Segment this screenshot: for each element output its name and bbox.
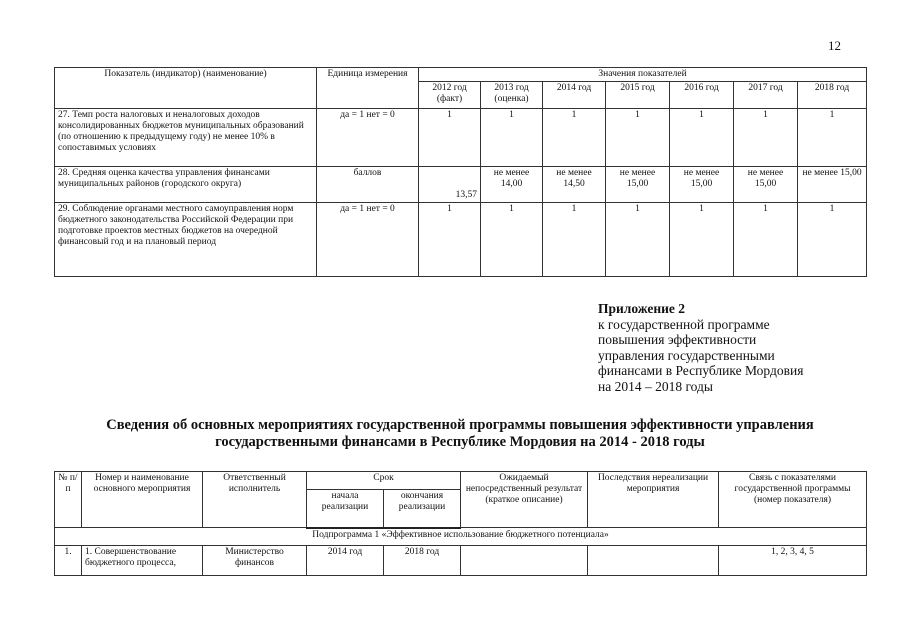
measure-link: 1, 2, 3, 4, 5	[719, 546, 867, 576]
measure-expected	[461, 546, 588, 576]
measure-name: 1. Совершенствование бюджетного процесса,	[82, 546, 203, 576]
header-term: Срок	[307, 472, 461, 490]
appendix-block	[598, 301, 878, 394]
header-term-end: окончания реализации	[384, 490, 461, 528]
subprogram-row: Подпрограмма 1 «Эффективное использование бюджетного потенциала»	[55, 528, 867, 546]
header-year-2012: 2012 год (факт)	[419, 82, 481, 109]
header-responsible: Ответственный исполнитель	[203, 472, 307, 528]
value-cell: не менее 14,50	[543, 167, 606, 203]
appendix-line: на 2014 – 2018 годы	[598, 378, 713, 394]
header-year-2015: 2015 год	[606, 82, 670, 109]
value-cell: 1	[798, 109, 867, 167]
value-cell: 1	[543, 203, 606, 277]
page-number: 12	[828, 38, 841, 53]
value-cell: 1	[606, 109, 670, 167]
value-cell: 1	[798, 203, 867, 277]
value-cell: не менее 15,00	[670, 167, 734, 203]
value-cell: 1	[419, 203, 481, 277]
appendix-line: управления государственными	[598, 347, 775, 363]
header-year-2016: 2016 год	[670, 82, 734, 109]
appendix-heading: Приложение 2	[598, 301, 686, 316]
measure-responsible: Министерство финансов	[203, 546, 307, 576]
header-year-2013: 2013 год (оценка)	[481, 82, 543, 109]
measure-end: 2018 год	[384, 546, 461, 576]
measure-start: 2014 год	[307, 546, 384, 576]
header-year-2014: 2014 год	[543, 82, 606, 109]
indicator-name: 28. Средняя оценка качества управления финансами муниципальных районов (городского округа)	[55, 167, 317, 203]
indicator-name: 29. Соблюдение органами местного самоуправления норм бюджетного законодательства Российской Федерации при подготовке проектов местных бюджетов на очередной финансовый год и на плановый период	[55, 203, 317, 277]
appendix-line: к государственной программе	[598, 316, 770, 332]
value-cell: не менее 15,00	[798, 167, 867, 203]
value-cell: 1	[419, 109, 481, 167]
measure-consequences	[588, 546, 719, 576]
appendix-line: повышения эффективности	[598, 332, 757, 347]
value-cell: 1	[481, 203, 543, 277]
header-num: № п/п	[55, 472, 82, 528]
header-year-2018: 2018 год	[798, 82, 867, 109]
indicator-unit: да = 1 нет = 0	[317, 109, 419, 167]
header-indicator: Показатель (индикатор) (наименование)	[55, 68, 317, 109]
value-cell: 1	[481, 109, 543, 167]
header-year-2017: 2017 год	[734, 82, 798, 109]
header-link: Связь с показателями государственной программы (номер показателя)	[719, 472, 867, 528]
measures-table	[54, 471, 867, 576]
value-cell: 1	[670, 203, 734, 277]
value-cell: 1	[606, 203, 670, 277]
header-unit: Единица измерения	[317, 68, 419, 109]
header-consequences: Последствия нереализации мероприятия	[588, 472, 719, 528]
value-cell: 1	[543, 109, 606, 167]
value-cell: не менее 15,00	[734, 167, 798, 203]
header-expected: Ожидаемый непосредственный результат (краткое описание)	[461, 472, 588, 528]
indicators-table	[54, 67, 867, 277]
table-row	[55, 203, 867, 277]
appendix-line: финансами в Республике Мордовия	[598, 363, 804, 378]
measure-num: 1.	[55, 546, 82, 576]
value-cell: 1	[734, 109, 798, 167]
value-cell: не менее 14,00	[481, 167, 543, 203]
value-cell: 1	[670, 109, 734, 167]
section-title: Сведения об основных мероприятиях государственной программы повышения эффективности управления государственными финансами в Республике Мордовия на 2014 - 2018 годы	[106, 417, 814, 450]
indicator-unit: да = 1 нет = 0	[317, 203, 419, 277]
indicator-name: 27. Темп роста налоговых и неналоговых доходов консолидированных бюджетов муниципальных образований (по отношению к предыдущему году) не менее 10% в сопоставимых условиях	[55, 109, 317, 167]
header-name: Номер и наименование основного мероприятия	[82, 472, 203, 528]
header-term-start: начала реализации	[307, 490, 384, 528]
value-cell: 1	[734, 203, 798, 277]
value-cell: не менее 15,00	[606, 167, 670, 203]
indicator-unit: баллов	[317, 167, 419, 203]
table-row	[55, 109, 867, 167]
table-row	[55, 167, 867, 203]
header-values-group: Значения показателей	[419, 68, 867, 82]
value-cell: 13,57	[419, 167, 481, 203]
table-row	[55, 546, 867, 576]
